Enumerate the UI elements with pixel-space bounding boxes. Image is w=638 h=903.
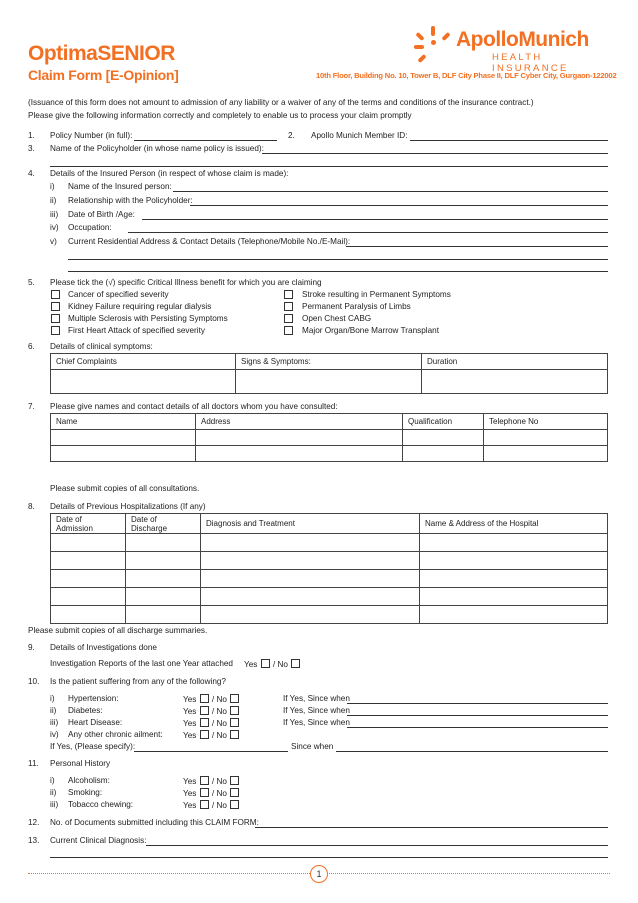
hospitalizations-table (50, 513, 608, 624)
q10-i-roman: i) (50, 694, 55, 703)
address-field-2[interactable] (68, 259, 608, 260)
member-id-field[interactable] (410, 140, 608, 141)
checkbox-icon[interactable] (51, 290, 60, 299)
q4-label: Details of the Insured Person (in respect of whose claim is made): (50, 169, 289, 178)
address-field-3[interactable] (68, 271, 608, 272)
q6-number: 6. (28, 342, 35, 351)
col-address: Address (196, 414, 403, 430)
diabetes-yes-no[interactable]: Yes / No (183, 706, 240, 717)
logo-wordmark: ApolloMunich (456, 28, 589, 51)
relationship-field[interactable] (190, 205, 608, 206)
table-row[interactable] (51, 588, 608, 606)
ci-option-kidney[interactable] (50, 302, 61, 313)
q10-iii-roman: iii) (50, 718, 59, 727)
q10-i-label: Hypertension: (68, 694, 119, 703)
q4-iii-roman: iii) (50, 210, 59, 219)
q7-label: Please give names and contact details of all doctors whom you have consulted: (50, 402, 338, 411)
alcoholism-yes-no[interactable]: Yes / No (183, 776, 240, 787)
discharge-note: Please submit copies of all discharge summaries. (28, 626, 208, 635)
documents-count-field[interactable] (255, 827, 608, 828)
page-number: 1 (316, 869, 322, 879)
symptoms-table (50, 353, 608, 394)
table-row[interactable] (51, 534, 608, 552)
q4-v-roman: v) (50, 237, 57, 246)
q4-number: 4. (28, 169, 35, 178)
q3-number: 3. (28, 144, 35, 153)
q3-label: Name of the Policyholder (in whose name policy is issued): (50, 144, 264, 153)
checkbox-icon[interactable] (200, 788, 209, 797)
q10-ii-label: Diabetes: (68, 706, 103, 715)
disclaimer-text: (Issuance of this form does not amount to admission of any liability or a waiver of any of the terms and conditions of the insurance contract.) (28, 98, 534, 107)
sun-icon (414, 26, 454, 64)
q4-i-roman: i) (50, 182, 55, 191)
table-row[interactable] (51, 370, 608, 394)
ci-option-heart[interactable] (50, 326, 61, 337)
q10-iv-label: Any other chronic ailment: (68, 730, 163, 739)
occupation-field[interactable] (128, 232, 608, 233)
specify-label: If Yes, (Please specify): (50, 742, 136, 751)
form-title: Claim Form [E-Opinion] (28, 67, 179, 83)
checkbox-icon[interactable] (230, 694, 239, 703)
ci-label-heart: First Heart Attack of specified severity (68, 326, 205, 335)
investigation-yes-no[interactable] (244, 659, 301, 670)
q10-iii-label: Heart Disease: (68, 718, 123, 727)
q4-ii-roman: ii) (50, 196, 57, 205)
q4-iv-roman: iv) (50, 223, 59, 232)
heart-disease-yes-no[interactable]: Yes / No (183, 718, 240, 729)
col-signs-symptoms: Signs & Symptoms: (236, 354, 422, 370)
q6-label: Details of clinical symptoms: (50, 342, 153, 351)
q10-label: Is the patient suffering from any of the following? (50, 677, 226, 686)
q2-number: 2. (288, 131, 295, 140)
checkbox-icon[interactable] (51, 302, 60, 311)
policyholder-name-field[interactable] (262, 153, 608, 154)
q11-iii-roman: iii) (50, 800, 59, 809)
no-label: / No (272, 660, 288, 669)
q4-ii-label: Relationship with the Policyholder: (68, 196, 193, 205)
q11-iii-label: Tobacco chewing: (68, 800, 134, 809)
table-row[interactable] (51, 606, 608, 624)
specify-since-field[interactable] (336, 751, 608, 752)
ci-option-ms[interactable] (50, 314, 61, 325)
col-telephone: Telephone No (484, 414, 608, 430)
q8-number: 8. (28, 502, 35, 511)
consultations-note: Please submit copies of all consultations. (50, 484, 200, 493)
heart-disease-since-field[interactable] (347, 727, 608, 728)
q9-number: 9. (28, 643, 35, 652)
address-field[interactable] (346, 246, 608, 247)
table-row[interactable] (51, 552, 608, 570)
q4-iv-label: Occupation: (68, 223, 112, 232)
q4-iii-label: Date of Birth /Age: (68, 210, 135, 219)
checkbox-icon[interactable] (291, 659, 300, 668)
q4-v-label: Current Residential Address & Contact Details (Telephone/Mobile No./E-Mail): (68, 237, 351, 246)
checkbox-icon[interactable] (230, 718, 239, 727)
q13-label: Current Clinical Diagnosis: (50, 836, 147, 845)
checkbox-icon[interactable] (230, 730, 239, 739)
diagnosis-field-2[interactable] (50, 857, 608, 858)
insured-name-field[interactable] (173, 191, 608, 192)
q1-number: 1. (28, 131, 35, 140)
diagnosis-field[interactable] (146, 845, 608, 846)
col-name: Name (51, 414, 196, 430)
col-hospital: Name & Address of the Hospital (420, 514, 608, 534)
yes-label: Yes (244, 660, 258, 669)
since-when-label: Since when (291, 742, 334, 751)
ci-option-stroke[interactable] (283, 290, 294, 301)
table-row[interactable] (51, 570, 608, 588)
q5-label: Please tick the (√) specific Critical Illness benefit for which you are claiming (50, 278, 322, 287)
checkbox-icon[interactable] (261, 659, 270, 668)
hypertension-yes-no[interactable]: Yes / No (183, 694, 240, 705)
doctors-table (50, 413, 608, 462)
ci-label-ms: Multiple Sclerosis with Persisting Symptoms (68, 314, 228, 323)
ci-option-cabg[interactable] (283, 314, 294, 325)
checkbox-icon[interactable] (200, 718, 209, 727)
checkbox-icon[interactable] (200, 730, 209, 739)
q2-label: Apollo Munich Member ID: (311, 131, 408, 140)
q10-number: 10. (28, 677, 40, 686)
q11-label: Personal History (50, 759, 111, 768)
ci-label-stroke: Stroke resulting in Permanent Symptoms (302, 290, 451, 299)
checkbox-icon[interactable] (230, 800, 239, 809)
q1-label: Policy Number (in full): (50, 131, 133, 140)
q10-iii-since: If Yes, Since when (283, 718, 350, 727)
logo-subtitle: HEALTH INSURANCE (492, 52, 569, 74)
checkbox-icon[interactable] (200, 694, 209, 703)
ci-label-cancer: Cancer of specified severity (68, 290, 169, 299)
table-header-row (51, 514, 608, 534)
checkbox-icon[interactable] (200, 776, 209, 785)
company-address: 10th Floor, Building No. 10, Tower B, DLF City Phase II, DLF Cyber City, Gurgaon-122002 (316, 71, 617, 80)
ci-option-transplant[interactable] (283, 326, 294, 337)
checkbox-icon[interactable] (284, 290, 293, 299)
specify-field[interactable] (134, 751, 288, 752)
tobacco-yes-no[interactable]: Yes / No (183, 800, 240, 811)
q11-i-roman: i) (50, 776, 55, 785)
q9-label: Details of Investigations done (50, 643, 157, 652)
policyholder-name-field-2[interactable] (50, 166, 608, 167)
table-row[interactable] (51, 446, 608, 462)
table-header-row (51, 414, 608, 430)
q8-label: Details of Previous Hospitalizations (If any) (50, 502, 206, 511)
diabetes-since-field[interactable] (347, 715, 608, 716)
q10-i-since: If Yes, Since when (283, 694, 350, 703)
checkbox-icon[interactable] (200, 706, 209, 715)
checkbox-icon[interactable] (51, 314, 60, 323)
q10-iv-roman: iv) (50, 730, 59, 739)
q11-i-label: Alcoholism: (68, 776, 110, 785)
q11-ii-label: Smoking: (68, 788, 103, 797)
dob-age-field[interactable] (142, 219, 608, 220)
apollo-munich-logo (412, 26, 612, 74)
q13-number: 13. (28, 836, 40, 845)
smoking-yes-no[interactable]: Yes / No (183, 788, 240, 799)
ci-label-cabg: Open Chest CABG (302, 314, 372, 323)
col-admission: Date of Admission (51, 514, 126, 534)
col-qualification: Qualification (403, 414, 484, 430)
q12-label: No. of Documents submitted including this CLAIM FORM: (50, 818, 259, 827)
instruction-text: Please give the following information correctly and completely to enable us to process your claim promptly (28, 111, 412, 120)
page-number-badge (310, 865, 328, 883)
col-chief-complaints: Chief Complaints (51, 354, 236, 370)
ci-label-paralysis: Permanent Paralysis of Limbs (302, 302, 411, 311)
q11-number: 11. (28, 759, 39, 768)
col-duration: Duration (422, 354, 608, 370)
ci-label-kidney: Kidney Failure requiring regular dialysis (68, 302, 212, 311)
checkbox-icon[interactable] (284, 326, 293, 335)
table-header-row (51, 354, 608, 370)
q10-ii-since: If Yes, Since when (283, 706, 350, 715)
q4-i-label: Name of the Insured person: (68, 182, 172, 191)
col-diagnosis: Diagnosis and Treatment (201, 514, 420, 534)
q7-number: 7. (28, 402, 35, 411)
checkbox-icon[interactable] (284, 302, 293, 311)
checkbox-icon[interactable] (230, 788, 239, 797)
ci-option-paralysis[interactable] (283, 302, 294, 313)
ci-label-transplant: Major Organ/Bone Marrow Transplant (302, 326, 439, 335)
checkbox-icon[interactable] (51, 326, 60, 335)
q5-number: 5. (28, 278, 35, 287)
q11-ii-roman: ii) (50, 788, 57, 797)
brand-title: OptimaSENIOR (28, 42, 175, 65)
col-discharge: Date of Discharge (126, 514, 201, 534)
checkbox-icon[interactable] (200, 800, 209, 809)
checkbox-icon[interactable] (230, 776, 239, 785)
policy-number-field[interactable] (134, 140, 277, 141)
hypertension-since-field[interactable] (347, 703, 608, 704)
q12-number: 12. (28, 818, 40, 827)
chronic-ailment-yes-no[interactable]: Yes / No (183, 730, 240, 741)
checkbox-icon[interactable] (284, 314, 293, 323)
checkbox-icon[interactable] (230, 706, 239, 715)
ci-option-cancer[interactable] (50, 290, 61, 301)
q10-ii-roman: ii) (50, 706, 57, 715)
q9-sub-label: Investigation Reports of the last one Year attached (50, 659, 233, 668)
table-row[interactable] (51, 430, 608, 446)
